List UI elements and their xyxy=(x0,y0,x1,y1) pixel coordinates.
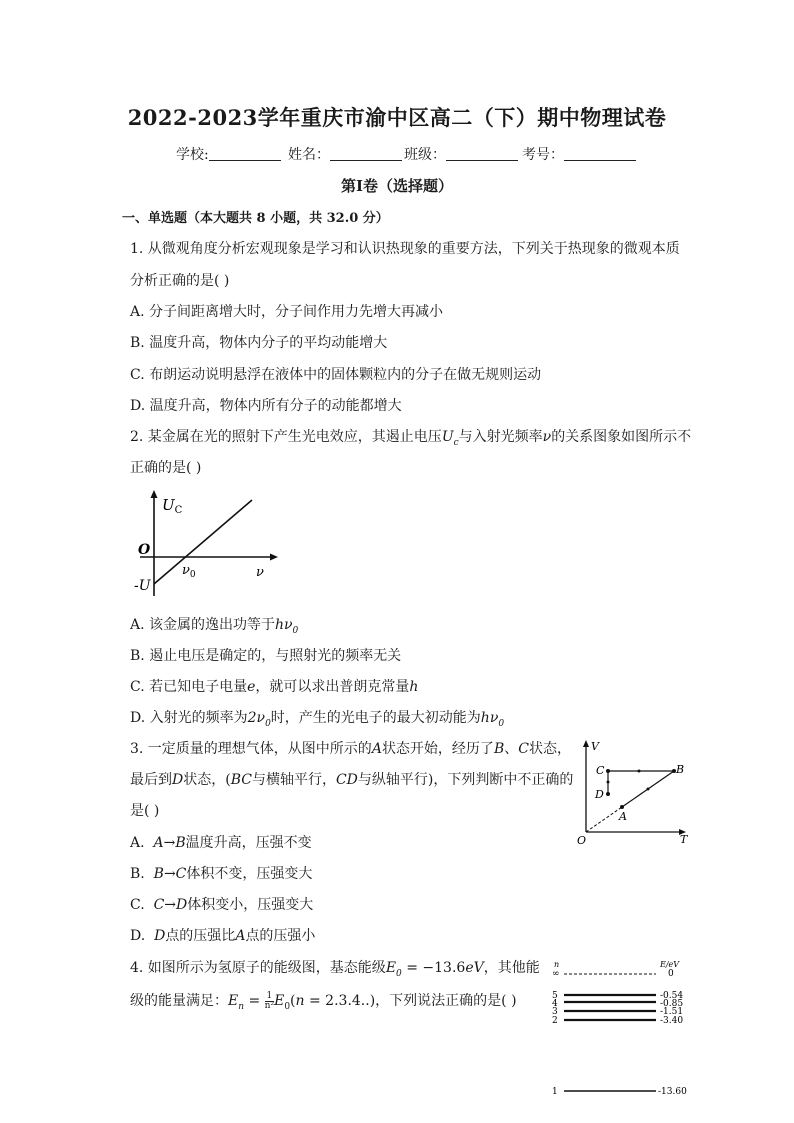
q3-t-label: T xyxy=(680,833,688,846)
q3-point-a xyxy=(620,805,624,809)
q1-option-c: C. 布朗运动说明悬浮在液体中的固体颗粒内的分子在做无规则运动 xyxy=(130,367,542,383)
section-title: 第Ⅰ卷（选择题） xyxy=(340,177,454,195)
q3-stem-line3: 是( ) xyxy=(130,803,160,819)
q4-level-e-2: -3.40 xyxy=(660,1016,684,1026)
q2-uc-frequency-graph xyxy=(132,488,282,600)
q4-level-n-5: 5 xyxy=(552,991,558,1001)
q4-level-n-2: 2 xyxy=(552,1016,558,1026)
q3-label-d: D xyxy=(595,788,604,801)
q4-stem-line2: 级的能量满足：$E_n$ = $\frac{1}{\text{n²}}$ $E_0(n = 2.3.4..)$，下列说法正确的是( ) xyxy=(130,990,517,1012)
q3-point-c xyxy=(606,769,610,773)
q4-n-header: n xyxy=(554,960,560,969)
q4-level-n-4: 4 xyxy=(552,999,558,1009)
q1-option-b: B. 温度升高，物体内分子的平均动能增大 xyxy=(130,335,388,351)
q2-option-c: C. 若已知电子电量e，就可以求出普朗克常量h xyxy=(130,679,419,695)
q4-level-e-4: -0.85 xyxy=(660,999,684,1009)
q1-option-d: D. 温度升高，物体内所有分子的动能都增大 xyxy=(130,398,402,414)
name-blank[interactable] xyxy=(330,146,402,161)
exam-no-label: 考号： xyxy=(522,147,564,163)
q3-option-c: C. C→D体积变小，压强变大 xyxy=(130,897,314,913)
q3-origin-label: O xyxy=(577,834,587,846)
q3-arrow-dot-bc xyxy=(638,770,641,773)
school-blank[interactable] xyxy=(209,146,281,161)
q3-point-d xyxy=(606,792,610,796)
school-label: 学校: xyxy=(176,147,209,163)
q4-e-header: E/eV xyxy=(660,960,680,969)
class-label: 班级： xyxy=(404,147,446,163)
q3-v-axis-arrow-icon xyxy=(583,740,589,747)
q3-option-d: D. D点的压强比A点的压强小 xyxy=(130,928,316,944)
q2-stem-line1: 2. 某金属在光的照射下产生光电效应，其遏止电压$U_c$与入射光频率ν的关系图象如图所示不 xyxy=(130,429,692,448)
q4-level-n-1: 1 xyxy=(552,1087,558,1097)
part-title: 一、单选题（本大题共 8 小题，共 32.0 分） xyxy=(122,211,389,226)
q4-level-e-1: -13.60 xyxy=(658,1087,687,1097)
q2-neg-u-label: -U xyxy=(134,578,151,594)
q2-x-axis-arrow-icon xyxy=(270,554,278,561)
exam-no-field xyxy=(522,144,640,164)
q3-label-b: B xyxy=(676,763,685,776)
q4-level-n-inf: ∞ xyxy=(552,969,560,979)
q3-arrow-dot-ab xyxy=(647,788,650,791)
q4-level-e-5: -0.54 xyxy=(660,991,684,1001)
q2-option-a: A. 该金属的逸出功等于$h\nu_0$ xyxy=(130,617,299,636)
q1-option-a: A. 分子间距离增大时，分子间作用力先增大再减小 xyxy=(130,304,444,320)
exam-title: 2022-2023学年重庆市渝中区高二（下）期中物理试卷 xyxy=(127,105,667,130)
q3-label-a: A xyxy=(619,810,627,823)
q2-nu0-label: $\nu_0$ xyxy=(182,563,196,580)
q4-energy-level-diagram xyxy=(544,957,694,1099)
exam-no-blank[interactable] xyxy=(564,146,636,161)
q2-origin-label: O xyxy=(138,542,151,558)
q3-option-a: A. A→B温度升高，压强不变 xyxy=(130,835,312,851)
class-field xyxy=(404,144,522,164)
q3-option-b: B. B→C体积不变，压强变大 xyxy=(130,866,313,882)
q3-label-c: C xyxy=(596,764,605,777)
q3-vt-graph xyxy=(574,736,694,846)
q4-level-e-inf: 0 xyxy=(668,969,674,979)
q2-option-d: D. 入射光的频率为$2\nu_0$时，产生的光电子的最大初动能为$h\nu_0$ xyxy=(130,710,505,729)
q3-arrow-dot-cd xyxy=(607,781,610,784)
q3-v-label: V xyxy=(591,740,599,753)
q1-stem-line2: 分析正确的是( ) xyxy=(130,273,230,289)
class-blank[interactable] xyxy=(446,146,518,161)
school-field xyxy=(176,144,285,164)
q3-dashed-origin-line xyxy=(586,807,622,832)
q3-stem-line1: 3. 一定质量的理想气体，从图中所示的A状态开始，经历了B、C状态， xyxy=(130,741,571,757)
q4-level-n-3: 3 xyxy=(552,1007,558,1017)
q3-stem-line2: 最后到D状态，(BC与横轴平行，CD与纵轴平行)，下列判断中不正确的 xyxy=(130,772,574,788)
q2-stem-line2: 正确的是( ) xyxy=(130,460,202,476)
q4-level-e-3: -1.51 xyxy=(660,1007,684,1017)
name-label: 姓名： xyxy=(288,147,330,163)
q2-y-axis-arrow-icon xyxy=(151,490,158,498)
name-field xyxy=(288,144,406,164)
q2-y-label: $U_C$ xyxy=(162,496,183,516)
q1-stem-line1: 1. 从微观角度分析宏观现象是学习和认识热现象的重要方法，下列关于热现象的微观本质 xyxy=(130,241,680,257)
q2-x-label: ν xyxy=(256,565,264,580)
q2-option-b: B. 遏止电压是确定的，与照射光的频率无关 xyxy=(130,648,402,664)
q4-stem-line1: 4. 如图所示为氢原子的能级图，基态能级$E_0 = -13.6eV$，其他能 xyxy=(130,960,540,979)
